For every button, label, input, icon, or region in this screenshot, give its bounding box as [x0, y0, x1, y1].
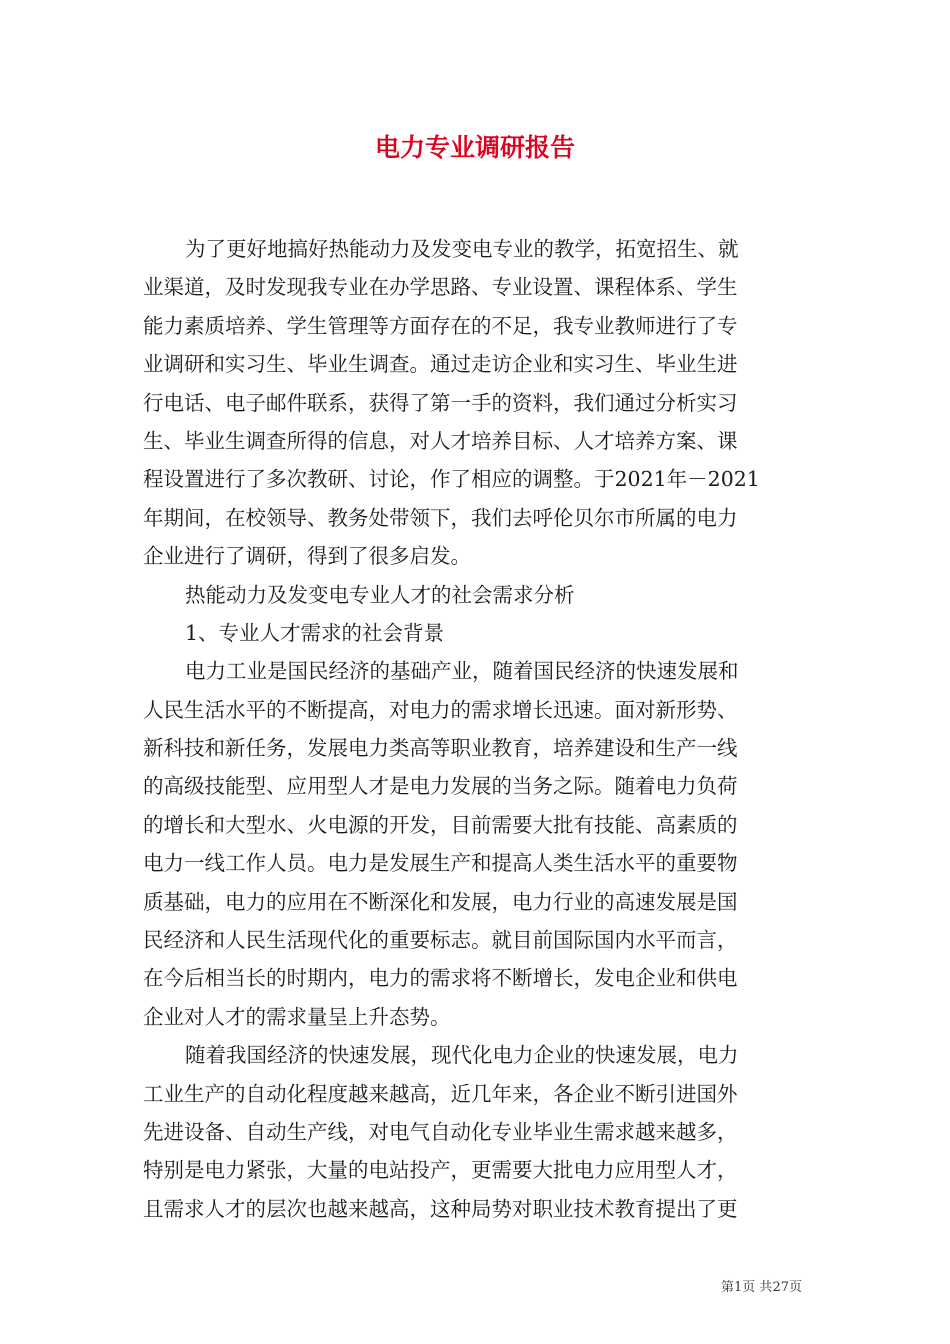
text-line: 业渠道，及时发现我专业在办学思路、专业设置、课程体系、学生: [143, 275, 738, 300]
text-line: 特别是电力紧张，大量的电站投产，更需要大批电力应用型人才，: [143, 1158, 738, 1183]
text-line: 且需求人才的层次也越来越高，这种局势对职业技术教育提出了更: [143, 1196, 738, 1221]
page-mid: 页 共: [742, 1280, 773, 1295]
current-page-number: 1: [734, 1280, 743, 1295]
text-line: 随着我国经济的快速发展，现代化电力企业的快速发展，电力: [185, 1043, 739, 1068]
text-line: 企业对人才的需求量呈上升态势。: [143, 1004, 451, 1029]
text-line: 的增长和大型水、火电源的开发，目前需要大批有技能、高素质的: [143, 812, 738, 837]
document-title: 电力专业调研报告: [374, 133, 575, 162]
total-pages-number: 27: [772, 1280, 789, 1295]
page-prefix: 第: [721, 1280, 735, 1295]
text-line: 电力一线工作人员。电力是发展生产和提高人类生活水平的重要物: [143, 851, 738, 876]
text-line: 1、专业人才需求的社会背景: [185, 620, 445, 645]
text-line: 的高级技能型、应用型人才是电力发展的当务之际。随着电力负荷: [143, 774, 738, 799]
text-line: 质基础，电力的应用在不断深化和发展，电力行业的高速发展是国: [143, 889, 738, 914]
text-line: 能力素质培养、学生管理等方面存在的不足，我专业教师进行了专: [143, 313, 738, 338]
text-line: 电力工业是国民经济的基础产业，随着国民经济的快速发展和: [185, 659, 739, 684]
text-line: 新科技和新任务，发展电力类高等职业教育，培养建设和生产一线: [143, 736, 738, 761]
text-line: 人民生活水平的不断提高，对电力的需求增长迅速。面对新形势、: [143, 697, 738, 722]
text-line: 先进设备、自动生产线，对电气自动化专业毕业生需求越来越多，: [143, 1119, 738, 1144]
text-line: 工业生产的自动化程度越来越高，近几年来，各企业不断引进国外: [143, 1081, 738, 1106]
text-line: 年期间，在校领导、教务处带领下，我们去呼伦贝尔市所属的电力: [143, 505, 738, 530]
text-line: 民经济和人民生活现代化的重要标志。就目前国际国内水平而言，: [143, 928, 738, 953]
text-line: 企业进行了调研，得到了很多启发。: [143, 544, 471, 569]
text-line: 程设置进行了多次教研、讨论，作了相应的调整。于2021年－2021: [143, 467, 760, 492]
text-line: 热能动力及发变电专业人才的社会需求分析: [185, 582, 575, 607]
text-line: 业调研和实习生、毕业生调查。通过走访企业和实习生、毕业生进: [143, 352, 738, 377]
page-suffix: 页: [788, 1280, 802, 1295]
page-footer: [721, 1278, 802, 1298]
text-line: 行电话、电子邮件联系，获得了第一手的资料，我们通过分析实习: [143, 390, 738, 415]
text-line: 在今后相当长的时期内，电力的需求将不断增长，发电企业和供电: [143, 966, 738, 991]
text-line: 生、毕业生调查所得的信息，对人才培养目标、人才培养方案、课: [143, 428, 738, 453]
text-line: 为了更好地搞好热能动力及发变电专业的教学，拓宽招生、就: [185, 237, 739, 261]
document-body: [143, 230, 808, 1228]
